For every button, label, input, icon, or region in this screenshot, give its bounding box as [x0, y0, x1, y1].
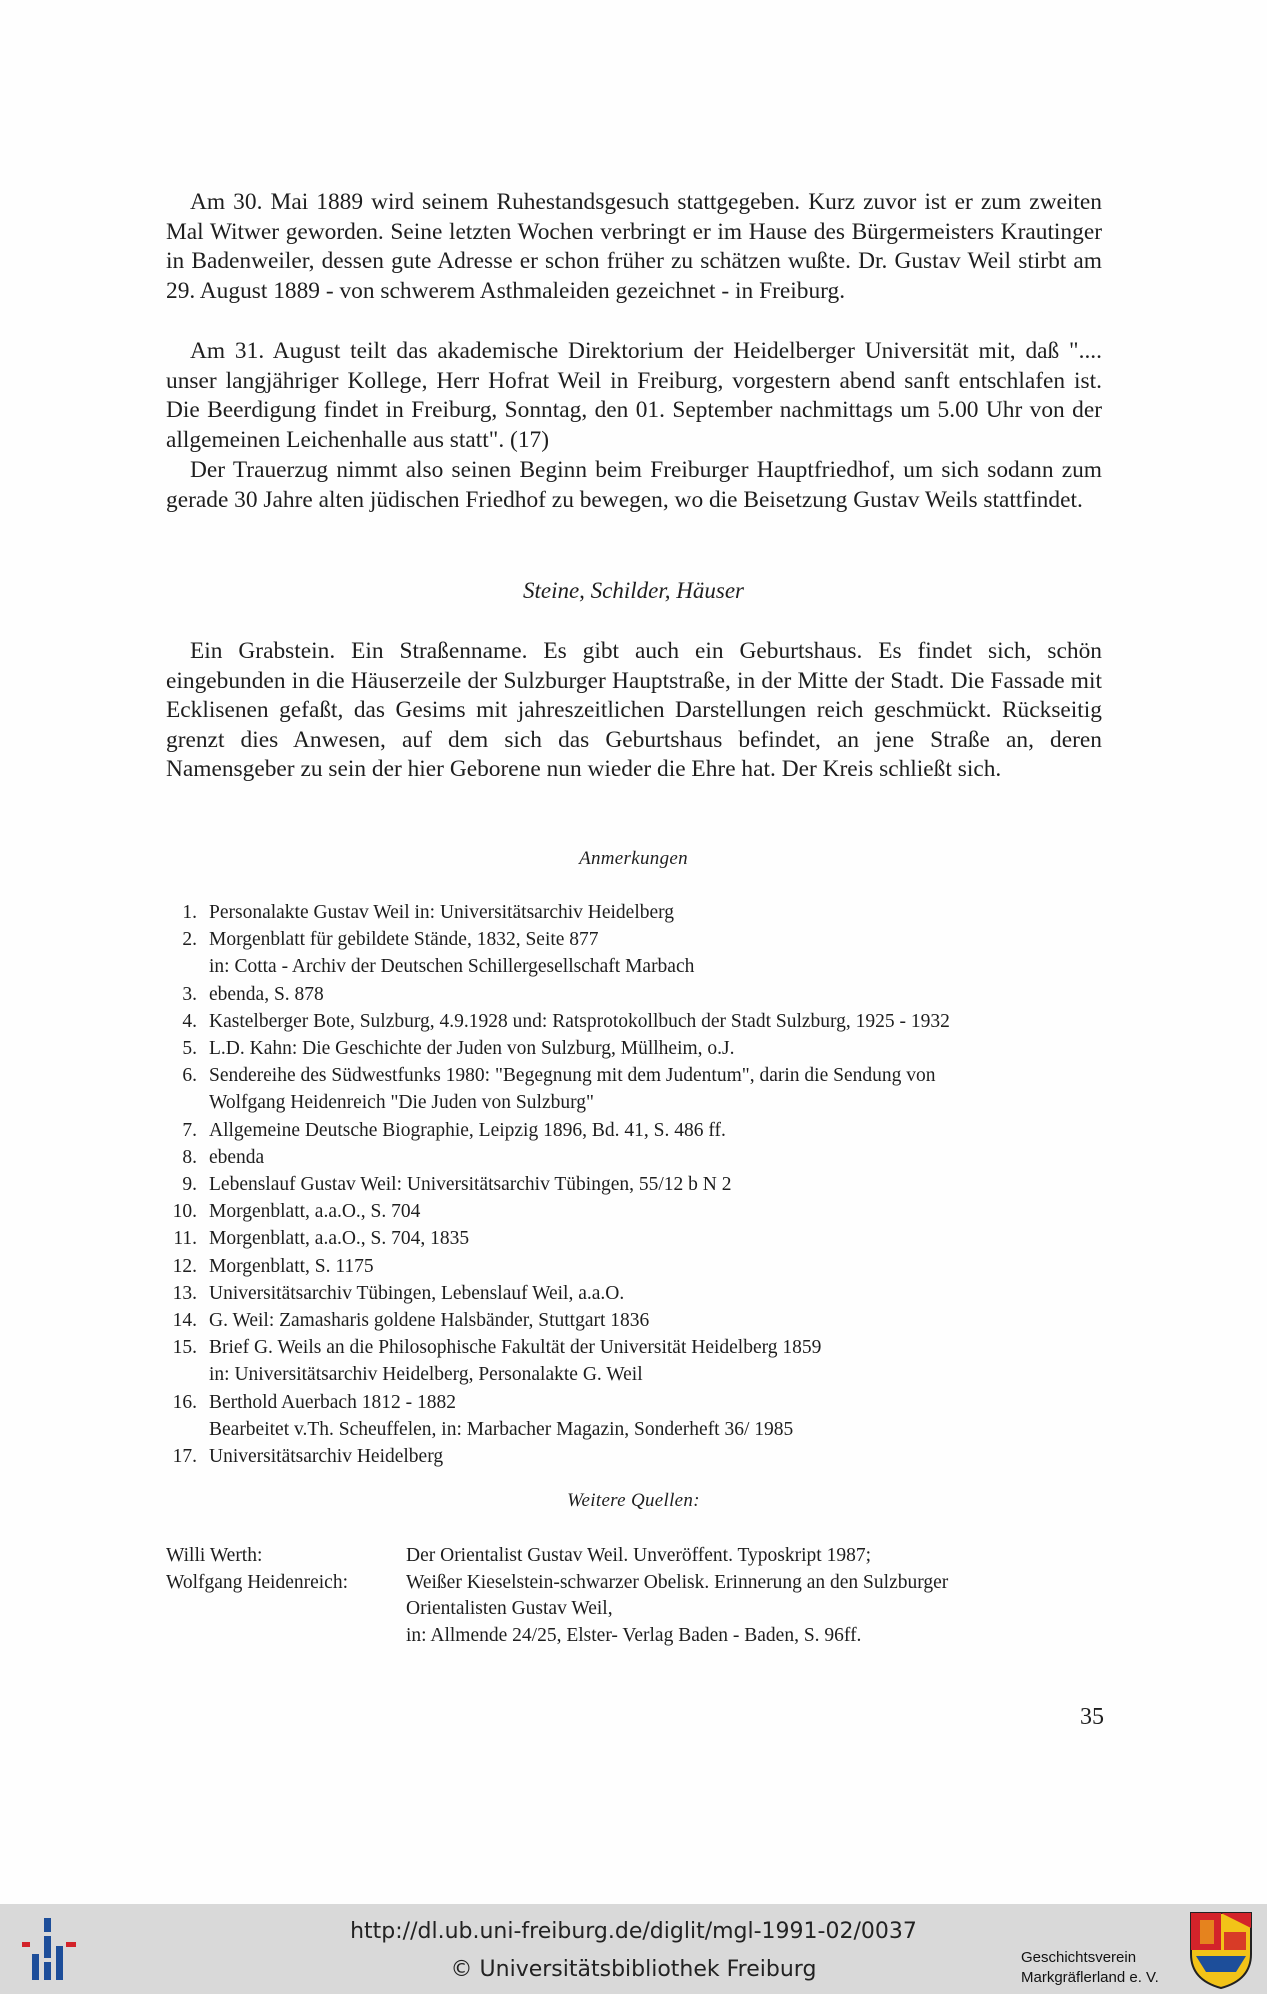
source-author	[166, 1623, 406, 1650]
note-text: Wolfgang Heidenreich "Die Juden von Sulzburg"	[209, 1092, 594, 1114]
note-text: in: Cotta - Archiv der Deutschen Schillergesellschaft Marbach	[209, 956, 695, 978]
note-item	[160, 1280, 1110, 1307]
note-number: 1.	[182, 902, 197, 923]
note-text: L.D. Kahn: Die Geschichte der Juden von Sulzburg, Müllheim, o.J.	[209, 1038, 735, 1060]
source-row	[166, 1543, 1116, 1570]
note-text: Berthold Auerbach 1812 - 1882	[209, 1391, 456, 1413]
note-item	[160, 1198, 1110, 1225]
note-item	[160, 926, 1110, 953]
note-text: Brief G. Weils an die Philosophische Fakultät der Universität Heidelberg 1859	[209, 1337, 822, 1359]
note-text: Personalakte Gustav Weil in: Universitätsarchiv Heidelberg	[209, 902, 675, 923]
note-text: ebenda	[209, 1146, 265, 1168]
note-number	[160, 953, 197, 980]
note-item	[160, 1361, 1110, 1388]
source-author: Willi Werth:	[166, 1545, 263, 1566]
note-number	[160, 1361, 197, 1388]
body-paragraph: Am 31. August teilt das akademische Direktorium der Heidelberger Universität mit, daß ".... unser langjähriger Kollege, Herr Hofrat Weil in Freiburg, vorgestern abend sanft entschlafen ist. Die Beerdigung findet in Freiburg, Sonntag, den 01. September nachmittags um 5.00 Uhr von der allgemeinen Leichenhalle aus statt". (17)	[166, 338, 1102, 453]
note-number: 3.	[182, 983, 197, 1005]
note-item	[160, 1416, 1110, 1443]
note-item	[160, 1253, 1110, 1280]
note-item	[160, 953, 1110, 980]
body-paragraph: Am 30. Mai 1889 wird seinem Ruhestandsgesuch stattgegeben. Kurz zuvor ist er zum zweiten Mal Witwer geworden. Seine letzten Wochen verbringt er im Hause des Bürgermeisters Krautinger in Badenweiler, dessen gute Adresse er schon früher zu schätzen wußte. Dr. Gustav Weil stirbt am 29. August 1889 - von schwerem Asthmaleiden gezeichnet - in Freiburg.	[166, 189, 1102, 304]
note-number: 9.	[182, 1174, 197, 1196]
source-row	[166, 1570, 1116, 1597]
note-number: 13.	[172, 1282, 197, 1304]
note-number: 4.	[182, 1010, 197, 1032]
note-item	[160, 1389, 1110, 1416]
note-number: 2.	[182, 929, 197, 951]
footer-copyright: © Universitätsbibliothek Freiburg	[450, 1957, 817, 1982]
page-number: 35	[1080, 1704, 1104, 1730]
notes-heading: Anmerkungen	[579, 848, 688, 869]
note-text: in: Universitätsarchiv Heidelberg, Personalakte G. Weil	[209, 1364, 643, 1386]
note-text: Morgenblatt, S. 1175	[209, 1255, 374, 1277]
note-number: 17.	[172, 1446, 197, 1468]
source-author: Wolfgang Heidenreich:	[166, 1571, 348, 1593]
sources-heading: Weitere Quellen:	[567, 1490, 700, 1511]
section-paragraph: Ein Grabstein. Ein Straßenname. Es gibt auch ein Geburtshaus. Es findet sich, schön eingebunden in die Häuserzeile der Sulzburger Hauptstraße, in der Mitte der Stadt. Die Fassade mit Ecklisenen gefaßt, das Gesims mit jahreszeitlichen Darstellungen reich geschmückt. Rückseitig grenzt dies Anwesen, auf dem sich das Geburtshaus befindet, an jene Straße an, deren Namensgeber zu sein der hier Geborene nun wieder die Ehre hat. Der Kreis schließt sich.	[166, 638, 1102, 783]
note-number: 11.	[173, 1228, 197, 1250]
source-row	[166, 1596, 1116, 1623]
note-item	[160, 981, 1110, 1008]
note-item	[160, 1117, 1110, 1144]
sources-list	[166, 1543, 1116, 1649]
society-name-line: Markgräflerland e. V.	[1021, 1969, 1159, 1986]
note-item	[160, 1089, 1110, 1116]
source-text: in: Allmende 24/25, Elster- Verlag Baden - Baden, S. 96ff.	[406, 1624, 862, 1646]
note-number	[160, 1089, 197, 1116]
note-number: 14.	[172, 1310, 197, 1332]
source-text: Orientalisten Gustav Weil,	[406, 1598, 613, 1619]
note-number: 5.	[182, 1038, 197, 1060]
note-text: Universitätsarchiv Heidelberg	[209, 1446, 444, 1468]
footer-url[interactable]: http://dl.ub.uni-freiburg.de/diglit/mgl-1991-02/0037	[350, 1919, 917, 1944]
note-text: Morgenblatt, a.a.O., S. 704, 1835	[209, 1228, 470, 1250]
body-paragraph: Der Trauerzug nimmt also seinen Beginn beim Freiburger Hauptfriedhof, um sich sodann zum gerade 30 Jahre alten jüdischen Friedhof zu bewegen, wo die Beisetzung Gustav Weils stattfindet.	[166, 457, 1102, 513]
note-text: Morgenblatt, a.a.O., S. 704	[209, 1201, 421, 1223]
note-text: Universitätsarchiv Tübingen, Lebenslauf Weil, a.a.O.	[209, 1282, 625, 1304]
source-text: Weißer Kieselstein-schwarzer Obelisk. Erinnerung an den Sulzburger	[406, 1571, 949, 1593]
section-heading: Steine, Schilder, Häuser	[522, 578, 744, 603]
note-item	[160, 1035, 1110, 1062]
note-text: Morgenblatt für gebildete Stände, 1832, Seite 877	[209, 929, 599, 951]
note-number: 8.	[182, 1146, 197, 1168]
note-text: Bearbeitet v.Th. Scheuffelen, in: Marbacher Magazin, Sonderheft 36/ 1985	[209, 1418, 794, 1440]
society-name	[1021, 1948, 1181, 1988]
society-name-line: Geschichtsverein	[1021, 1949, 1137, 1966]
note-text: Lebenslauf Gustav Weil: Universitätsarchiv Tübingen, 55/12 b N 2	[209, 1174, 732, 1196]
note-item	[160, 1334, 1110, 1361]
note-item	[160, 1171, 1110, 1198]
note-item	[160, 1225, 1110, 1252]
notes-list	[160, 899, 1110, 1470]
note-item	[160, 899, 1110, 926]
note-item	[160, 1144, 1110, 1171]
note-number: 10.	[172, 1201, 197, 1223]
note-text: ebenda, S. 878	[209, 983, 324, 1005]
note-item	[160, 1062, 1110, 1089]
note-item	[160, 1443, 1110, 1470]
note-number: 15.	[172, 1337, 197, 1359]
note-number	[160, 1416, 197, 1443]
note-number: 12.	[172, 1255, 197, 1277]
note-number: 16.	[172, 1391, 197, 1413]
note-item	[160, 1307, 1110, 1334]
source-text: Der Orientalist Gustav Weil. Unveröffent. Typoskript 1987;	[406, 1545, 871, 1566]
note-item	[160, 1008, 1110, 1035]
coat-of-arms-icon	[1188, 1910, 1254, 1990]
note-number: 7.	[182, 1119, 197, 1141]
source-author	[166, 1596, 406, 1623]
note-text: Kastelberger Bote, Sulzburg, 4.9.1928 und: Ratsprotokollbuch der Stadt Sulzburg, 1925 - 1932	[209, 1010, 950, 1032]
note-text: Sendereihe des Südwestfunks 1980: "Begegnung mit dem Judentum", darin die Sendung von	[209, 1065, 936, 1087]
note-text: G. Weil: Zamasharis goldene Halsbänder, Stuttgart 1836	[209, 1310, 650, 1332]
source-row	[166, 1623, 1116, 1650]
note-text: Allgemeine Deutsche Biographie, Leipzig 1896, Bd. 41, S. 486 ff.	[209, 1119, 726, 1141]
note-number: 6.	[182, 1065, 197, 1087]
